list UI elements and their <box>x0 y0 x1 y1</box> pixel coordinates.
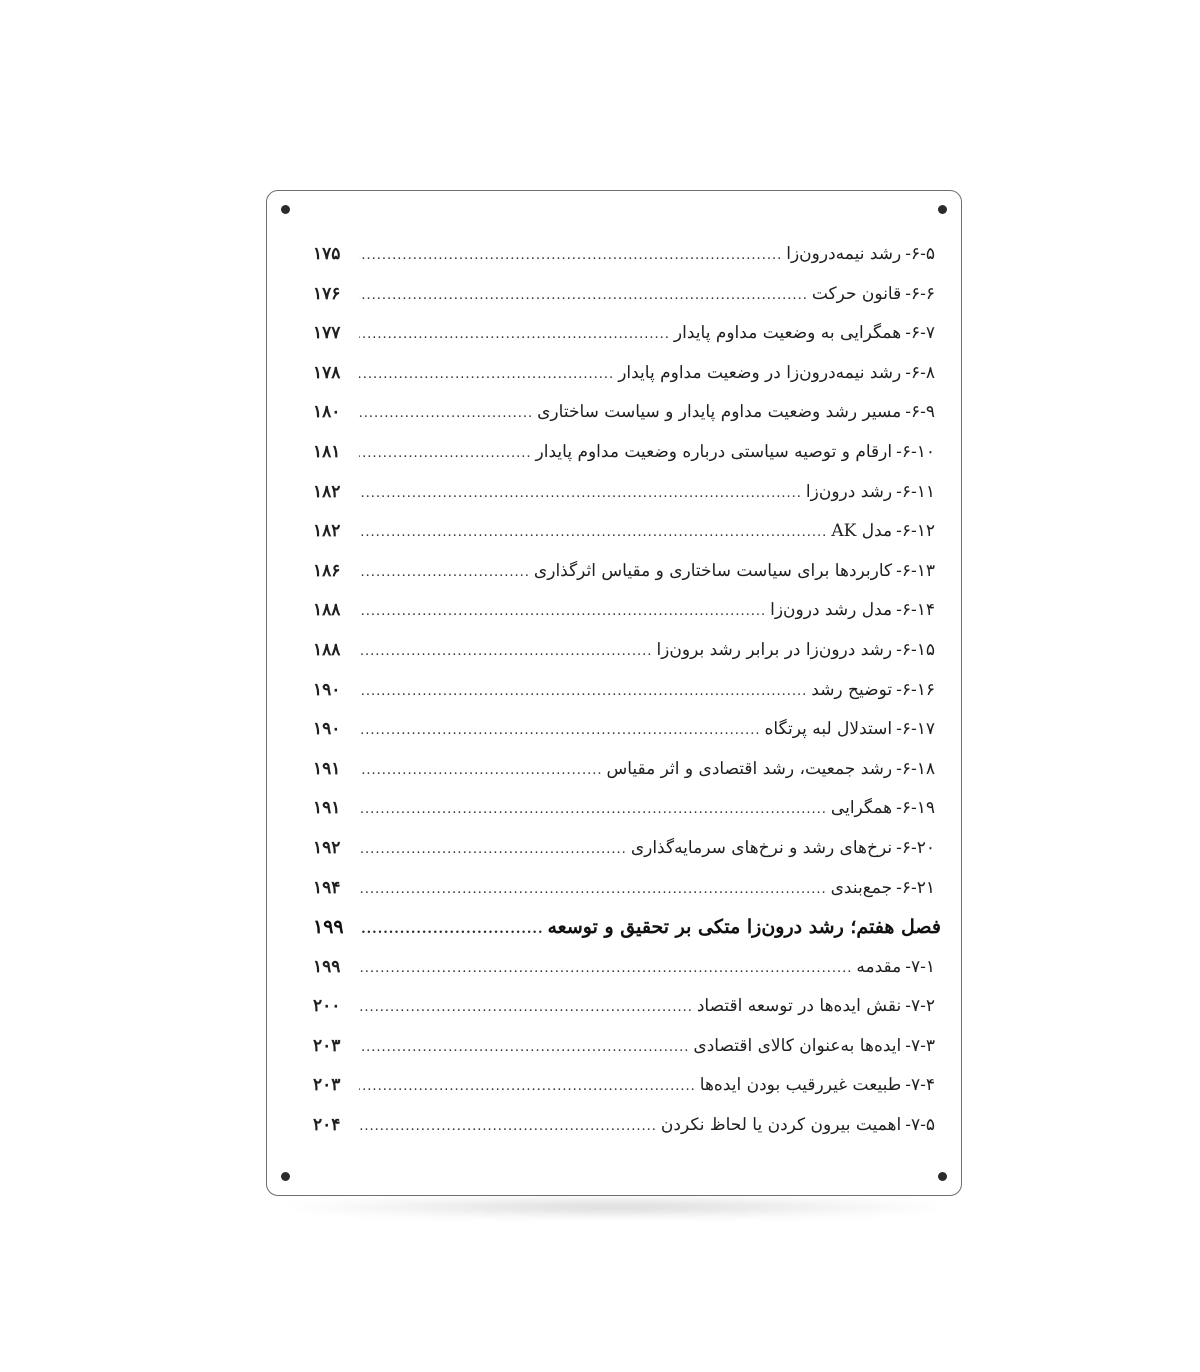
binder-hole-top-left-icon <box>281 205 290 214</box>
entry-page: ۲۰۴ <box>313 1115 341 1136</box>
toc-entry <box>313 1066 941 1106</box>
entry-number: ۶-۱۸- <box>896 758 935 779</box>
toc-entry <box>313 829 941 869</box>
dot-leader <box>359 711 760 751</box>
entry-title: همگرایی به وضعیت مداوم پایدار <box>673 323 902 344</box>
dot-leader <box>359 1107 657 1147</box>
toc-entry <box>313 591 941 631</box>
entry-number: ۶-۱۱- <box>896 481 935 502</box>
dot-leader <box>359 236 782 276</box>
toc-entry <box>313 710 941 750</box>
chapter-page: ۱۹۹ <box>313 916 344 939</box>
dot-leader <box>359 315 670 355</box>
toc-entry <box>313 354 941 394</box>
entry-page: ۱۹۹ <box>313 956 341 977</box>
dot-leader <box>359 870 827 910</box>
binder-hole-bottom-left-icon <box>281 1172 290 1181</box>
entry-number: ۶-۲۱- <box>896 877 935 898</box>
dot-leader <box>359 988 693 1028</box>
entry-title: مدل رشد درون‌زا <box>770 600 893 621</box>
toc-entry <box>313 473 941 513</box>
entry-number: ۶-۱۳- <box>896 560 935 581</box>
toc-entry <box>313 235 941 275</box>
entry-page: ۱۸۲ <box>313 521 341 542</box>
toc-entry <box>313 275 941 315</box>
toc-entry <box>313 987 941 1027</box>
entry-title: کاربردها برای سیاست ساختاری و مقیاس اثرگذاری <box>533 560 893 581</box>
entry-page: ۱۸۶ <box>313 560 341 581</box>
toc-entry <box>313 393 941 433</box>
entry-page: ۱۸۸ <box>313 600 341 621</box>
entry-title: نرخ‌های رشد و نرخ‌های سرمایه‌گذاری <box>630 837 893 858</box>
dot-leader <box>359 592 766 632</box>
entry-number: ۷-۵- <box>905 1115 935 1136</box>
toc-card <box>266 190 962 1196</box>
entry-page: ۱۸۸ <box>313 639 341 660</box>
dot-leader <box>359 276 808 316</box>
toc-entry <box>313 750 941 790</box>
entry-number: ۶-۱۹- <box>896 798 935 819</box>
entry-number: ۷-۱- <box>905 956 935 977</box>
entry-page: ۱۹۰ <box>313 679 341 700</box>
entry-title: مسیر رشد وضعیت مداوم پایدار و سیاست ساختاری <box>537 402 902 423</box>
entry-title: رشد درون‌زا در برابر رشد برون‌زا <box>656 639 893 660</box>
dot-leader <box>359 394 533 434</box>
entry-title: قانون حرکت <box>811 283 902 304</box>
toc-entry <box>313 552 941 592</box>
entry-number: ۷-۳- <box>905 1035 935 1056</box>
entry-title: رشد جمعیت، رشد اقتصادی و اثر مقیاس <box>606 758 893 779</box>
entry-title: اهمیت بیرون کردن یا لحاظ نکردن <box>660 1115 902 1136</box>
entry-number: ۶-۸- <box>905 362 935 383</box>
entry-page: ۲۰۳ <box>313 1035 341 1056</box>
dot-leader <box>359 751 602 791</box>
entry-number: ۶-۱۵- <box>896 639 935 660</box>
dot-leader <box>359 474 802 514</box>
entry-page: ۱۹۰ <box>313 719 341 740</box>
toc-entry <box>313 869 941 909</box>
entry-title: رشد نیمه‌درون‌زا <box>786 244 902 264</box>
toc-entry <box>313 512 941 552</box>
entry-title: نقش ایده‌ها در توسعه اقتصاد <box>696 996 902 1017</box>
entry-page: ۱۹۱ <box>313 798 341 819</box>
entry-number: ۶-۵- <box>905 244 935 264</box>
entry-page: ۱۸۲ <box>313 481 341 502</box>
entry-title: همگرایی <box>830 798 893 819</box>
entry-title: ایده‌ها به‌عنوان کالای اقتصادی <box>693 1035 902 1056</box>
dot-leader <box>359 553 530 593</box>
dot-leader <box>359 355 614 395</box>
entry-title: مقدمه <box>856 956 902 977</box>
entry-number: ۶-۱۶- <box>896 679 935 700</box>
entry-title: رشد نیمه‌درون‌زا در وضعیت مداوم پایدار <box>618 362 902 383</box>
entry-number: ۷-۲- <box>905 996 935 1017</box>
card-shadow <box>290 1196 940 1218</box>
toc-entry <box>313 671 941 711</box>
dot-leader <box>359 632 652 672</box>
binder-hole-bottom-right-icon <box>938 1172 947 1181</box>
toc-entry <box>313 631 941 671</box>
entry-number: ۶-۱۷- <box>896 719 935 740</box>
entry-page: ۲۰۳ <box>313 1075 341 1096</box>
toc-entry <box>313 314 941 354</box>
dot-leader <box>359 513 827 553</box>
entry-number: ۶-۶- <box>905 283 935 304</box>
entry-number: ۶-۱۲- <box>896 521 935 542</box>
entry-page: ۱۹۲ <box>313 837 341 858</box>
entry-page: ۱۷۵ <box>313 244 341 264</box>
entry-number: ۷-۴- <box>905 1075 935 1096</box>
dot-leader <box>359 672 807 712</box>
entry-number: ۶-۲۰- <box>896 837 935 858</box>
binder-hole-top-right-icon <box>938 205 947 214</box>
toc-entry <box>313 789 941 829</box>
toc-chapter-heading <box>313 908 941 948</box>
entry-number: ۶-۱۰- <box>896 441 935 462</box>
entry-page: ۱۷۷ <box>313 323 341 344</box>
dot-leader <box>359 1028 689 1068</box>
dot-leader <box>359 830 627 870</box>
dot-leader <box>359 949 852 989</box>
entry-title: ارقام و توصیه سیاستی درباره وضعیت مداوم پایدار <box>535 441 893 462</box>
entry-title: استدلال لبه پرتگاه <box>764 719 893 740</box>
table-of-contents <box>313 235 941 1146</box>
entry-page: ۱۸۰ <box>313 402 341 423</box>
entry-page: ۱۸۱ <box>313 441 341 462</box>
entry-number: ۶-۹- <box>905 402 935 423</box>
toc-entry <box>313 433 941 473</box>
dot-leader <box>359 434 532 474</box>
entry-number: ۶-۱۴- <box>896 600 935 621</box>
entry-title: مدل AK <box>831 521 893 542</box>
entry-title: طبیعت غیررقیب بودن ایده‌ها <box>699 1075 902 1096</box>
toc-entry <box>313 948 941 988</box>
entry-page: ۱۹۱ <box>313 758 341 779</box>
dot-leader <box>359 910 543 950</box>
entry-title: رشد درون‌زا <box>805 481 893 502</box>
entry-page: ۲۰۰ <box>313 996 341 1017</box>
chapter-title: فصل هفتم؛ رشد درون‌زا متکی بر تحقیق و توسعه <box>547 916 941 939</box>
entry-page: ۱۹۴ <box>313 877 341 898</box>
dot-leader <box>359 790 827 830</box>
toc-entry <box>313 1027 941 1067</box>
entry-page: ۱۷۸ <box>313 362 341 383</box>
entry-title: جمع‌بندی <box>830 877 893 898</box>
toc-entry <box>313 1106 941 1146</box>
dot-leader <box>359 1067 696 1107</box>
entry-number: ۶-۷- <box>905 323 935 344</box>
entry-page: ۱۷۶ <box>313 283 341 304</box>
entry-title: توضیح رشد <box>811 679 893 700</box>
